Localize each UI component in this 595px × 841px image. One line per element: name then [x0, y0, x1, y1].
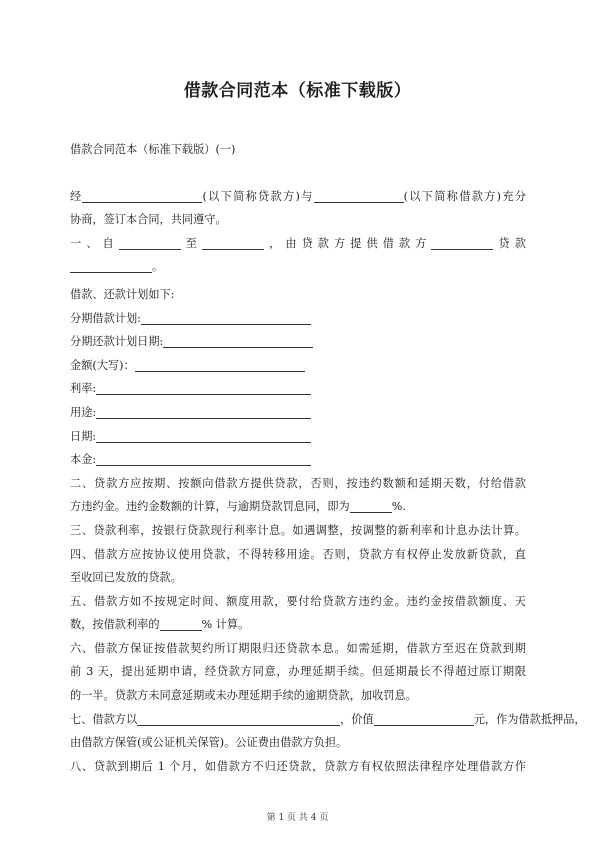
blank-borrower[interactable]: [314, 189, 404, 203]
document-subtitle: 借款合同范本（标准下载版）(一): [70, 143, 236, 156]
plan-item-rate: [70, 377, 526, 401]
text-segment: 。: [152, 260, 164, 274]
document-title: 借款合同范本（标准下载版）: [183, 81, 412, 101]
blank-borrow-plan[interactable]: [141, 311, 311, 325]
blank-date[interactable]: [96, 429, 311, 443]
plan-item-principal: [70, 448, 526, 472]
clause-8-line1: 八、贷款到期后 1 个月，如借款方不归还贷款，贷款方有权依照法律程序处理借款方作: [70, 759, 526, 773]
page-footer: 第 1 页 共 4 页: [266, 813, 329, 823]
blank-purpose[interactable]: [96, 405, 311, 419]
field-label: 分期还款计划日期:: [70, 335, 164, 349]
blank-amount[interactable]: [135, 358, 305, 372]
clause-2-line2: [70, 495, 526, 519]
clause-1-line2: [70, 255, 526, 279]
blank-loan-amount[interactable]: [431, 236, 493, 250]
blank-loan-amount-cont[interactable]: [70, 259, 152, 273]
plan-item-amount: [70, 354, 526, 378]
clause-6-line1: 六、借款方保证按借款契约所订期限归还贷款本息。如需延期，借款方至迟在贷款到期: [70, 641, 526, 655]
blank-repay-date[interactable]: [163, 334, 313, 348]
text-segment: 至: [180, 236, 203, 250]
document-body: [70, 138, 586, 778]
text-segment: 七、借款方以: [70, 712, 138, 726]
clause-5-line2: [70, 613, 526, 637]
text-segment: ，价值: [340, 712, 374, 726]
clause-1-line1: [70, 232, 526, 256]
blank-end-date[interactable]: [202, 236, 264, 250]
blank-collateral[interactable]: [137, 712, 340, 726]
blank-principal[interactable]: [96, 452, 311, 466]
text-segment: 方违约金。违约金数额的计算，与逾期贷款罚息同，即为: [70, 500, 350, 514]
plan-heading: 借款、还款计划如下:: [70, 287, 175, 301]
clause-2-line1: 二、贷款方应按期、按额向借款方提供贷款，否则，按违约数额和延期天数，付给借款: [70, 476, 526, 490]
paragraph-parties-line2: 协商，签订本合同，共同遵守。: [70, 213, 227, 227]
blank-rate[interactable]: [96, 381, 311, 395]
field-label: 日期:: [70, 429, 97, 443]
blank-lender[interactable]: [82, 189, 202, 203]
text-segment: 数，按借款利率的: [70, 618, 160, 632]
text-segment: (以下简称借款方)充分: [403, 189, 526, 203]
plan-item-repay-date: [70, 330, 526, 354]
clause-3: 三、贷款利率，按银行贷款现行利率计息。如遇调整，按调整的新利率和计息办法计算。: [70, 523, 526, 537]
plan-item-borrow-plan: [70, 307, 526, 331]
paragraph-parties-line1: [70, 185, 526, 209]
text-segment: (以下简称贷款方)与: [202, 189, 314, 203]
blank-collateral-value[interactable]: [374, 712, 474, 726]
plan-item-purpose: [70, 401, 526, 425]
blank-start-date[interactable]: [119, 236, 181, 250]
field-label: 用途:: [70, 405, 97, 419]
text-segment: 贷款: [493, 236, 526, 250]
clause-6-line2: 前 3 天，提出延期申请，经贷款方同意，办理延期手续。但延期最长不得超过原订期限: [70, 665, 526, 679]
plan-item-date: [70, 425, 526, 449]
field-label: 金额(大写)：: [70, 358, 135, 372]
blank-interest-percent[interactable]: [160, 617, 202, 631]
blank-penalty-rate[interactable]: [350, 499, 392, 513]
field-label: 分期借款计划:: [70, 311, 141, 325]
text-segment: ，由贷款方提供借款方: [264, 236, 432, 250]
text-segment: 经: [70, 189, 83, 203]
clause-5-line1: 五、借款方如不按规定时间、额度用款，要付给贷款方违约金。违约金按借款额度、天: [70, 594, 526, 608]
clause-7-line2: 由借款方保管(或公证机关保管)。公证费由借款方负担。: [70, 736, 348, 750]
clause-4-line1: 四、借款方应按协议使用贷款，不得转移用途。否则，贷款方有权停止发放新贷款，直: [70, 547, 526, 561]
clause-7-line1: [70, 708, 586, 732]
clause-6-line3: 的一半。贷款方未同意延期或未办理延期手续的逾期贷款，加收罚息。: [70, 689, 417, 703]
clause-4-line2: 至收回已发放的贷款。: [70, 571, 182, 585]
field-label: 利率:: [70, 382, 97, 396]
text-segment: 一、自: [70, 236, 119, 250]
text-segment: 元，作为借款抵押品，: [473, 712, 586, 726]
text-segment: % 计算。: [201, 618, 250, 632]
field-label: 本金:: [70, 453, 97, 467]
text-segment: %.: [391, 500, 406, 514]
